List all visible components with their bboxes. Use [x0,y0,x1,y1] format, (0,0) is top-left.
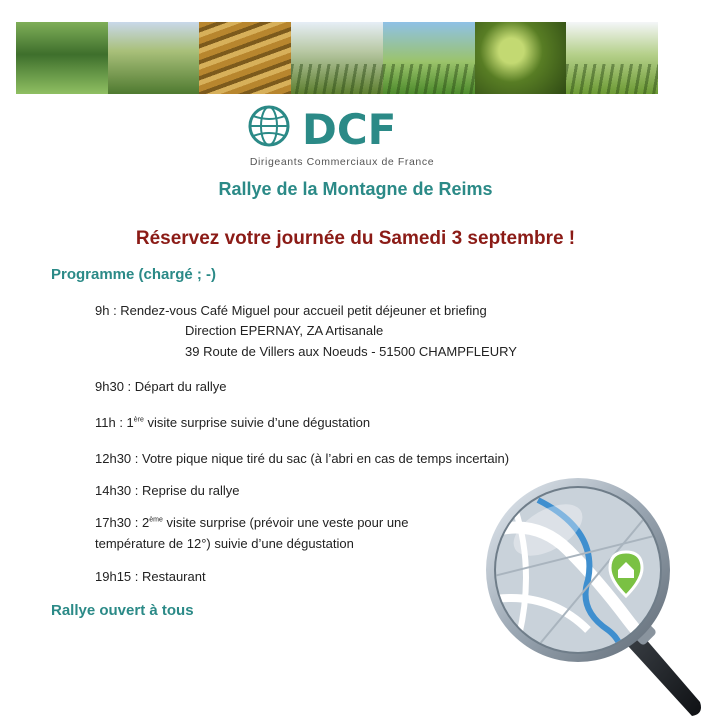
schedule-item: 9h30 : Départ du rallye [95,379,227,394]
schedule-item: 12h30 : Votre pique nique tiré du sac (à l’abri en cas de temps incertain) [95,451,510,466]
schedule-item [95,415,370,430]
schedule-text: visite surprise (prévoir une veste pour une [162,515,409,530]
village-photo [291,22,383,94]
grape-leaf-photo [475,22,567,94]
schedule-text: 11h : 1 [95,415,134,430]
valley-photo [108,22,200,94]
schedule-item: 14h30 : Reprise du rallye [95,483,240,498]
ordinal-suffix: ème [149,516,163,524]
booking-headline: Réservez votre journée du Samedi 3 septembre ! [135,228,576,249]
logo-subtitle: Dirigeants Commerciaux de France [249,156,435,168]
magnifier-icon [478,470,711,724]
programme-heading: Programme (chargé ; -) [51,266,217,283]
ordinal-suffix: ère [133,416,144,424]
schedule-item-detail: 39 Route de Villers aux Noeuds - 51500 CHAMPFLEURY [185,344,517,359]
countryside-photo [566,22,658,94]
logo-wordmark: DCF [302,105,397,154]
header-photo-banner [16,22,658,94]
globe-icon [250,107,288,145]
vineyard-autumn-photo [199,22,291,94]
schedule-text: 17h30 : 2 [95,515,150,530]
schedule-item-detail: température de 12°) suivie d’une dégustation [95,536,354,551]
schedule-text: visite surprise suivie d’une dégustation [143,415,371,430]
forest-photo [16,22,108,94]
vine-rows-photo [383,22,475,94]
schedule-item: 9h : Rendez-vous Café Miguel pour accueil petit déjeuner et briefing [95,303,487,318]
schedule-item-detail: Direction EPERNAY, ZA Artisanale [185,323,384,338]
event-title: Rallye de la Montagne de Reims [218,179,493,199]
schedule-item: 19h15 : Restaurant [95,569,206,584]
schedule-item [95,515,409,530]
footer-heading: Rallye ouvert à tous [51,602,194,619]
